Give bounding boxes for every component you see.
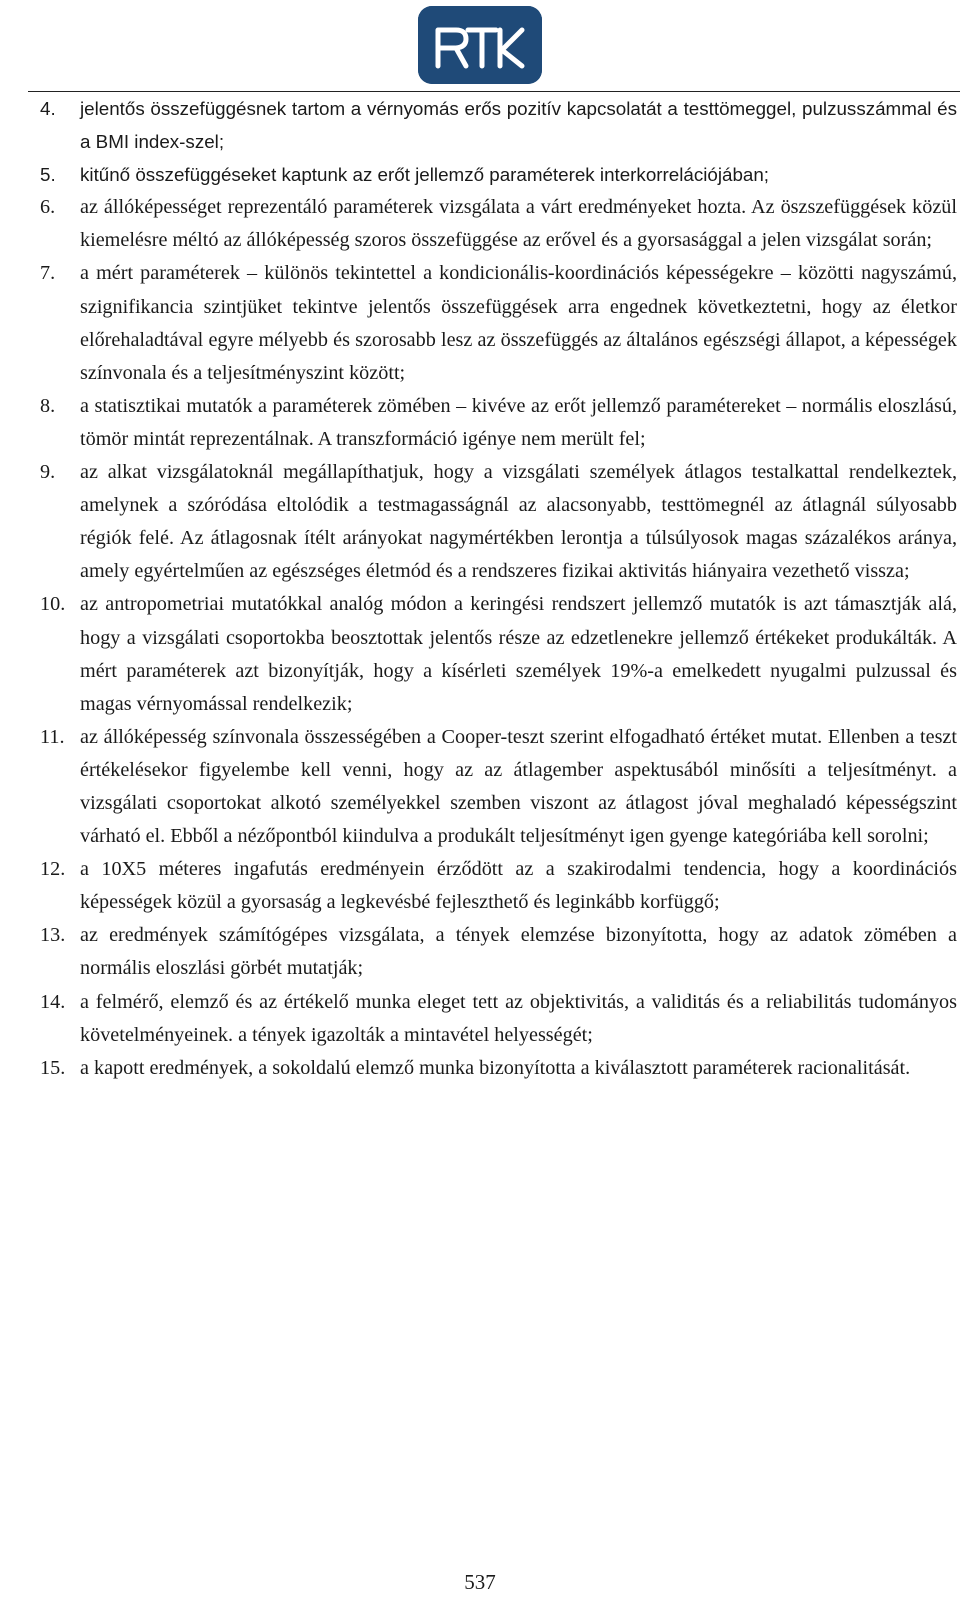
list-item bbox=[40, 456, 957, 588]
list-item bbox=[40, 986, 957, 1052]
document-body bbox=[40, 92, 957, 1085]
item-text: az állóképességet reprezentáló paraméterek vizsgálata a várt eredményeket hozta. Az öszszefüggések közül kiemelésre méltó az állóképesség szoros összefüggése az erővel és a gyorsasággal a jelen vizsgálat során; bbox=[80, 196, 957, 252]
item-text: a felmérő, elemző és az értékelő munka eleget tett az objektivitás, a validitás és a reliabilitás tudományos követelményeinek. a tények igazolták a mintavétel helyességét; bbox=[80, 990, 957, 1046]
item-text: kitűnő összefüggéseket kaptunk az erőt jellemző paraméterek interkorrelációjában; bbox=[80, 164, 770, 186]
item-number: 11. bbox=[40, 725, 65, 748]
item-text: a statisztikai mutatók a paraméterek zömében – kivéve az erőt jellemző paramétereket – normális eloszlású, tömör mintát reprezentálnak. A transzformáció igénye nem merült fel; bbox=[80, 394, 957, 450]
rtk-logo-icon bbox=[418, 6, 542, 84]
list-item bbox=[40, 588, 957, 720]
rtk-logo bbox=[418, 6, 542, 84]
list-item bbox=[40, 919, 957, 985]
list-item bbox=[40, 158, 957, 191]
item-number: 7. bbox=[40, 262, 56, 285]
item-number: 12. bbox=[40, 858, 66, 881]
item-text: a 10X5 méteres ingafutás eredményein érződött az a szakirodalmi tendencia, hogy a koordinációs képességek közül a gyorsaság a legkevésbé fejleszthető és leginkább korfüggő; bbox=[80, 858, 957, 914]
list-item bbox=[40, 92, 957, 158]
item-number: 4. bbox=[40, 98, 56, 119]
item-number: 9. bbox=[40, 461, 56, 484]
item-number: 15. bbox=[40, 1056, 66, 1079]
item-number: 8. bbox=[40, 394, 56, 417]
conclusions-list bbox=[40, 92, 957, 1085]
page-header bbox=[0, 0, 960, 92]
item-number: 6. bbox=[40, 196, 56, 219]
list-item bbox=[40, 853, 957, 919]
item-text: a mért paraméterek – különös tekintettel a kondicionális-koordinációs képességekre – közötti nagyszámú, szignifikancia szintjüket tekintve jelentős összefüggések arra engednek következtetni, hogy az életkor előrehaladtával egyre mélyebb és szorosabb lesz az összefüggés az általános egészségi állapot, a képességek színvonala és a teljesítményszint között; bbox=[80, 262, 957, 384]
item-text: az alkat vizsgálatoknál megállapíthatjuk, hogy a vizsgálati személyek átlagos testalkattal rendelkeztek, amelynek a szóródása eltolódik a testmagasságnál az alacsonyabb, testtömegnél az átlagnál súlyosabb régiók felé. Az átlagosnak ítélt arányokat nagymértékben lerontja a túlsúlyosok magas százalékos aránya, amely egyértelműen az egészséges életmód és a rendszeres fizikai aktivitás hiányaira vezethető vissza; bbox=[80, 461, 957, 583]
item-text: az állóképesség színvonala összességében a Cooper-teszt szerint elfogadható értéket mutat. Ellenben a teszt értékelésekor figyelembe kell venni, hogy az az átlagember aspektusából minősíti a teljesítményt. a vizsgálati csoportokat alkotó személyekkel szemben viszont az átlagost jóval meghaladó képességszint várható el. Ebből a nézőpontból kiindulva a produkált teljesítményt igen gyenge kategóriába kell sorolni; bbox=[80, 725, 957, 848]
item-number: 10. bbox=[40, 593, 66, 616]
list-item bbox=[40, 1052, 957, 1085]
item-text: a kapott eredmények, a sokoldalú elemző munka bizonyította a kiválasztott paraméterek racionalitását. bbox=[80, 1056, 911, 1079]
item-text: az eredmények számítógépes vizsgálata, a tények elemzése bizonyította, hogy az adatok zömében a normális eloszlási görbét mutatják; bbox=[80, 924, 957, 980]
list-item bbox=[40, 257, 957, 389]
item-number: 13. bbox=[40, 924, 66, 947]
list-item bbox=[40, 191, 957, 257]
item-number: 5. bbox=[40, 164, 56, 186]
page-number: 537 bbox=[464, 1570, 496, 1594]
item-text: jelentős összefüggésnek tartom a vérnyomás erős pozitív kapcsolatát a testtömeggel, pulzusszámmal és a BMI index-szel; bbox=[80, 98, 957, 153]
list-item bbox=[40, 721, 957, 853]
list-item bbox=[40, 390, 957, 456]
item-text: az antropometriai mutatókkal analóg módon a keringési rendszert jellemző mutatók is azt támasztják alá, hogy a vizsgálati csoportokba beosztottak jelentős része az edzetlenekre jellemző értékeket produkálták. A mért paraméterek azt bizonyítják, hogy a kísérleti személyek 19%-a emelkedett nyugalmi pulzussal és magas vérnyomással rendelkezik; bbox=[80, 593, 957, 715]
item-number: 14. bbox=[40, 990, 66, 1013]
